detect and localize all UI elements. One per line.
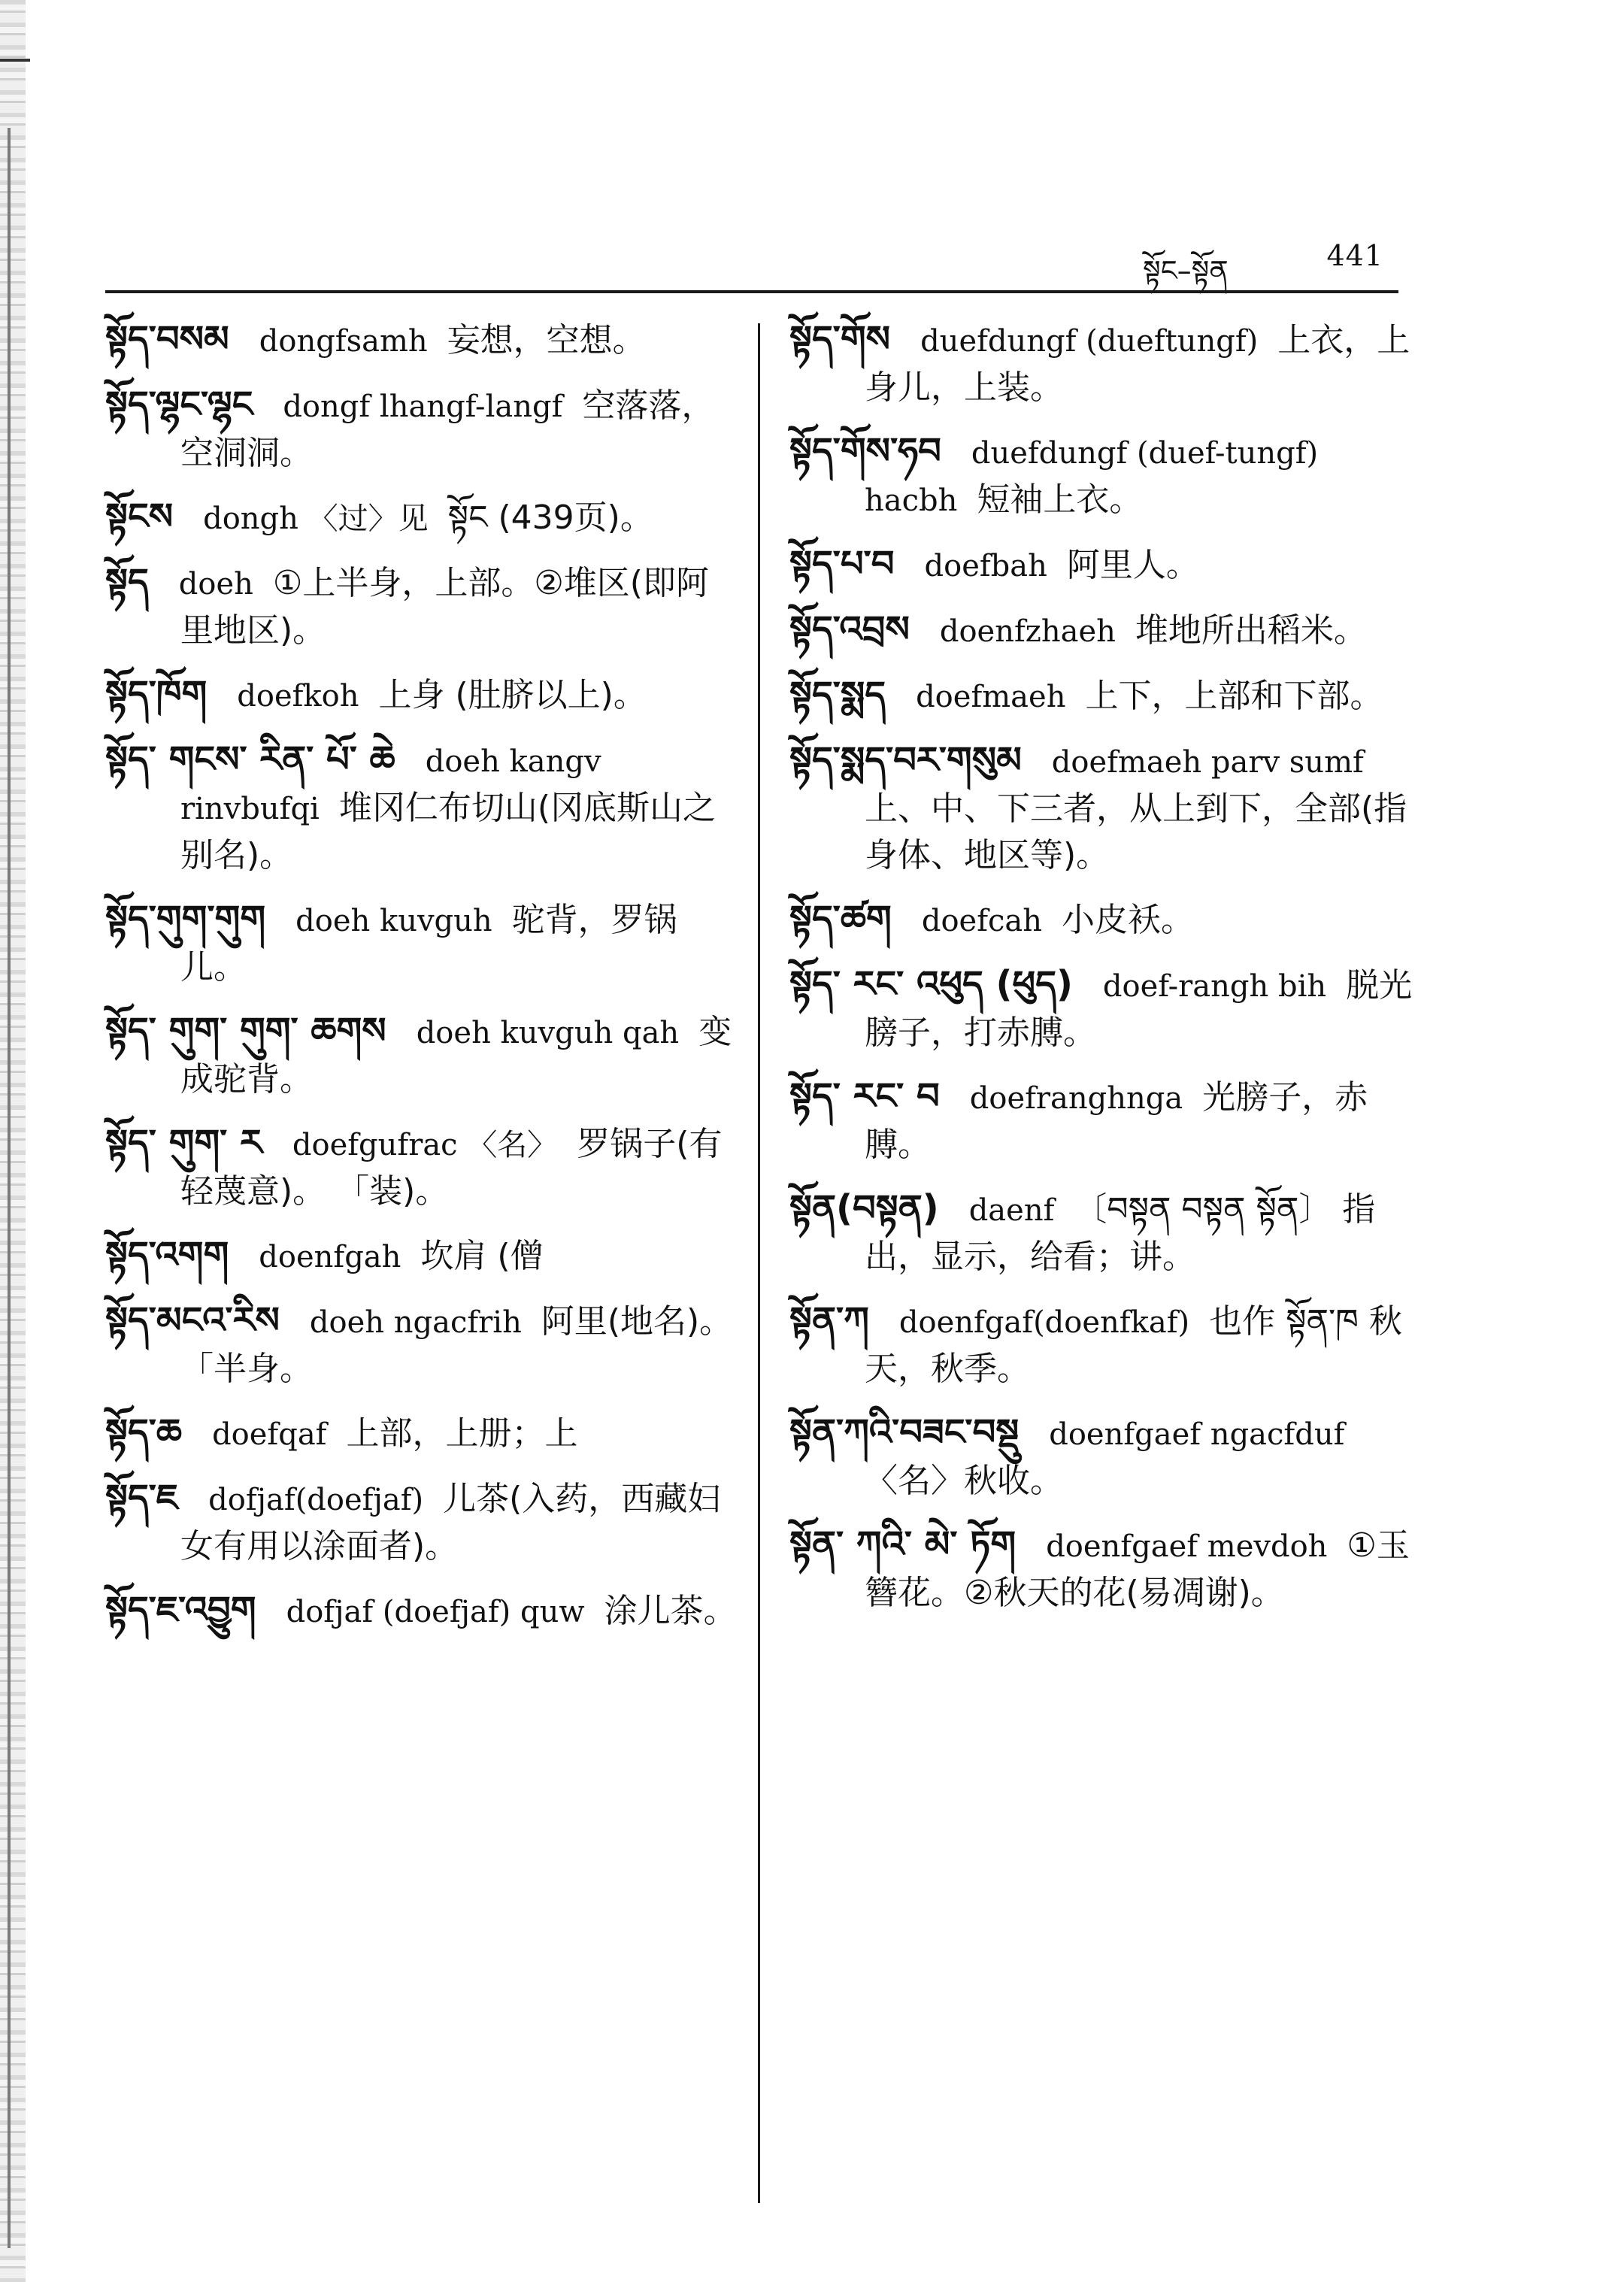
romanization: dongfsamh xyxy=(259,324,428,359)
romanization: dofjaf(doefjaf) xyxy=(208,1483,424,1517)
dictionary-entry xyxy=(789,961,1421,1056)
definition: 阿里(地名)。 「半身。 xyxy=(180,1302,733,1388)
dictionary-entry xyxy=(789,1297,1421,1393)
left-column xyxy=(105,316,737,1652)
dictionary-entry xyxy=(105,736,737,879)
edge-mark xyxy=(0,59,30,62)
dictionary-entry xyxy=(105,559,737,654)
romanization: doefranghnga xyxy=(969,1081,1183,1116)
header-rule xyxy=(105,290,1398,293)
headword: སྟོན་ཀ xyxy=(789,1299,869,1341)
headword: སྟོན་ ཀའི་ མེ་ ཏོག xyxy=(789,1523,1017,1565)
headword: སྟོད་ གུག་ གུག་ ཆགས xyxy=(105,1010,386,1052)
definition: 罗锅子(有轻蔑意)。 「装)。 xyxy=(180,1125,723,1211)
definition: 光膀子，赤膊。 xyxy=(865,1078,1368,1164)
dictionary-entry xyxy=(789,316,1421,411)
dictionary-entry xyxy=(789,737,1421,879)
definition: ①上半身，上部。②堆区(即阿里地区)。 xyxy=(180,564,709,650)
dictionary-entry xyxy=(789,671,1421,720)
definition: 涂儿茶。 xyxy=(604,1592,737,1630)
dictionary-entry xyxy=(789,428,1421,524)
romanization: doenfgaf(doenfkaf) xyxy=(898,1305,1190,1340)
definition: 〔བསྟན བསྟན སྟོན〕 指出，显示，给看；讲。 xyxy=(865,1190,1376,1276)
headword: སྟོད་ རང་ འཕུད (ཕུད) xyxy=(789,963,1073,1005)
headword: སྟོད་པ་བ xyxy=(789,543,895,585)
headword: སྟོད་གོས xyxy=(789,318,891,360)
headword: སྟོད་སྨད་བར་གསུམ xyxy=(789,739,1022,781)
definition: སྟོང (439页)。 xyxy=(447,499,653,537)
definition: ①玉簪花。②秋天的花(易凋谢)。 xyxy=(865,1526,1410,1612)
headword: སྟོན(བསྟན) xyxy=(789,1187,939,1229)
romanization: doefmaeh parv sumf xyxy=(1051,745,1364,780)
headword: སྟོད་ རང་ བ xyxy=(789,1075,940,1117)
definition: 〈名〉秋收。 xyxy=(865,1462,1063,1500)
dictionary-entry xyxy=(105,1232,737,1280)
dictionary-entry xyxy=(105,1008,737,1103)
headword: སྟོད་བསམ xyxy=(105,318,229,360)
definition: 上衣，上身儿，上装。 xyxy=(865,321,1410,407)
headword: སྟོད་ཆ xyxy=(105,1411,183,1453)
romanization: doeh kuvguh qah xyxy=(416,1016,680,1050)
headword: སྟོད xyxy=(105,561,149,603)
dictionary-entry xyxy=(105,1409,737,1458)
romanization: duefdungf (dueftungf) xyxy=(920,324,1259,359)
romanization: doefmaeh xyxy=(916,680,1066,714)
dictionary-entry xyxy=(789,1409,1421,1505)
definition: 上、中、下三者，从上到下，全部(指身体、地区等)。 xyxy=(865,789,1407,874)
dictionary-entry xyxy=(789,1073,1421,1168)
dictionary-entry xyxy=(105,381,737,477)
column-divider xyxy=(758,323,760,2203)
dictionary-entry xyxy=(105,671,737,720)
headword: སྟོད་གོས་ཧབ xyxy=(789,430,941,472)
headword: སྟོད་འགག xyxy=(105,1234,229,1276)
dictionary-entry xyxy=(789,1521,1421,1617)
definition: 小皮袄。 xyxy=(1062,901,1195,939)
definition: 脱光膀子，打赤膊。 xyxy=(865,966,1413,1052)
definition: 堆地所出稻米。 xyxy=(1135,611,1367,650)
headword: སྟོད་འབྲས xyxy=(789,608,910,650)
page-header xyxy=(1128,239,1383,287)
dictionary-entry xyxy=(105,493,737,542)
headword: སྟོད་ཁོག xyxy=(105,673,208,715)
definition: 妄想，空想。 xyxy=(447,321,646,359)
scan-edge xyxy=(0,0,26,2282)
definition: 也作 སྟོན་ཁ 秋天，秋季。 xyxy=(865,1302,1402,1388)
definition: 堆冈仁布切山(冈底斯山之别名)。 xyxy=(180,789,717,874)
definition: 儿茶(入药，西藏妇女有用以涂面者)。 xyxy=(180,1480,721,1565)
dictionary-entry xyxy=(789,896,1421,944)
definition: 短袖上衣。 xyxy=(977,480,1143,519)
romanization: doef-rangh bih xyxy=(1102,969,1327,1004)
romanization: doenfgaef mevdoh xyxy=(1046,1529,1328,1564)
romanization: doefcah xyxy=(921,904,1043,938)
headword: སྟོད་ལྷང་ལྷང xyxy=(105,383,253,426)
definition: 上下，上部和下部。 xyxy=(1085,677,1383,715)
dictionary-entry xyxy=(105,316,737,365)
header-range: སྟོང–སྟོན xyxy=(1143,254,1229,287)
dictionary-entry xyxy=(105,1120,737,1215)
romanization: doeh kangv rinvbufqi xyxy=(180,744,601,826)
headword: སྟོད་ གངས་ རིན་ པོ་ ཆེ xyxy=(105,738,395,780)
dictionary-entry xyxy=(105,896,737,991)
definition: 阿里人。 xyxy=(1066,546,1199,584)
definition: 坎肩 (僧 xyxy=(420,1237,544,1275)
dictionary-entry xyxy=(789,606,1421,655)
romanization: doeh kuvguh xyxy=(295,904,492,938)
headword: སྟོངས xyxy=(105,495,174,538)
romanization: doefbah xyxy=(924,549,1047,583)
definition: 变成驼背。 xyxy=(180,1013,732,1099)
dictionary-entry xyxy=(105,1474,737,1570)
page-number: 441 xyxy=(1326,239,1383,272)
romanization: doenfgah xyxy=(259,1240,401,1274)
romanization: dongf lhangf-langf xyxy=(283,389,563,424)
headword: སྟོད་ཇ་འབྱུག xyxy=(105,1589,256,1631)
romanization: doefqaf xyxy=(212,1417,327,1452)
romanization: dongh 〈过〉见 xyxy=(203,502,429,536)
definition: 上部，上册；上 xyxy=(346,1414,578,1453)
dictionary-entry xyxy=(105,1297,737,1393)
romanization: daenf xyxy=(968,1193,1055,1228)
right-column xyxy=(789,316,1421,1633)
definition: 空落落，空洞洞。 xyxy=(180,386,715,472)
romanization: doenfgaef ngacfduf xyxy=(1049,1417,1345,1452)
romanization: doefkoh xyxy=(237,679,359,714)
headword: སྟོད་ཇ xyxy=(105,1477,179,1519)
romanization: doenfzhaeh xyxy=(939,614,1116,649)
romanization: duefdungf (duef-tungf) hacbh xyxy=(865,436,1319,518)
headword: སྟོན་ཀའི་བཟང་བསྡུ xyxy=(789,1411,1020,1453)
headword: སྟོད་མངའ་རིས xyxy=(105,1299,280,1341)
dictionary-entry xyxy=(105,1586,737,1635)
romanization: doeh xyxy=(178,567,253,602)
romanization: dofjaf (doefjaf) quw xyxy=(286,1595,585,1629)
romanization: doefgufrac 〈名〉 xyxy=(292,1128,558,1162)
definition: 上身 (肚脐以上)。 xyxy=(378,676,647,714)
definition: 驼背，罗锅儿。 xyxy=(180,901,677,986)
headword: སྟོད་གུག་གུག xyxy=(105,898,266,940)
romanization: doeh ngacfrih xyxy=(309,1305,522,1340)
headword: སྟོད་ གུག་ ར xyxy=(105,1122,262,1164)
dictionary-entry xyxy=(789,541,1421,589)
headword: སྟོད་ཚག xyxy=(789,898,892,940)
dictionary-entry xyxy=(789,1185,1421,1280)
headword: སྟོད་སྨད xyxy=(789,674,886,716)
